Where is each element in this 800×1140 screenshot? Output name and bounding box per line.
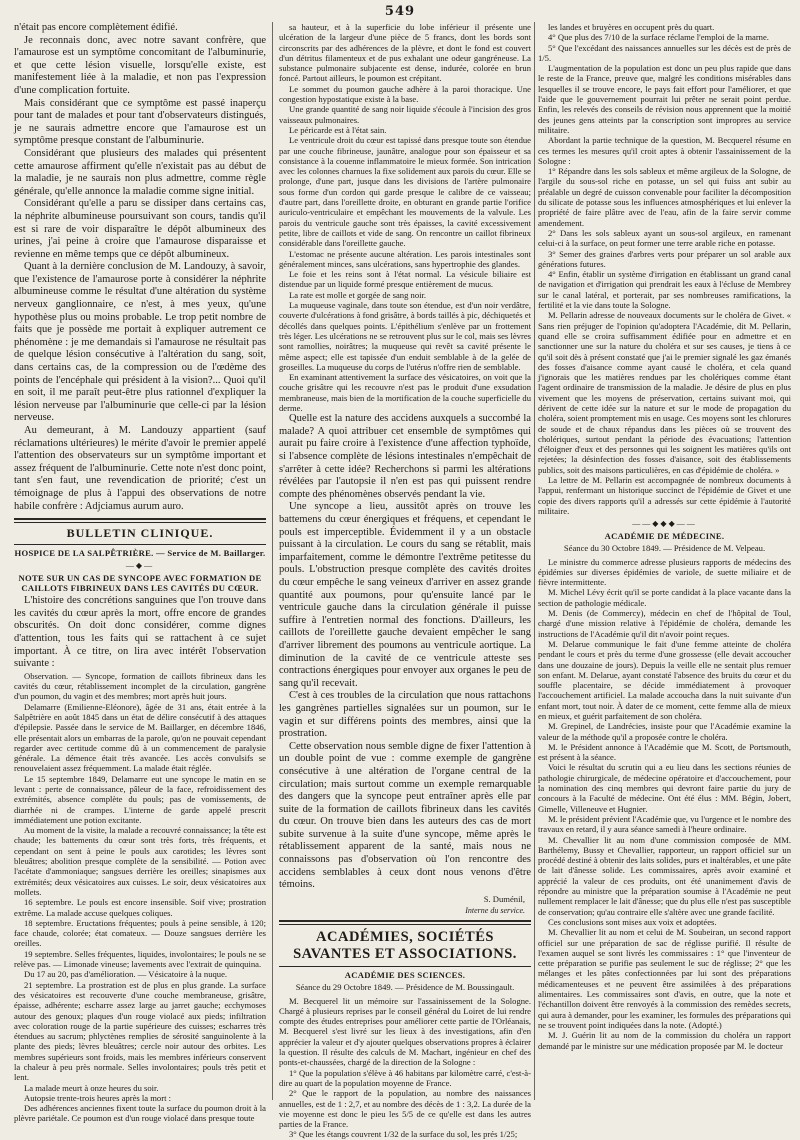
paragraph: n'était pas encore complètement édifié. <box>14 22 178 33</box>
ornament-divider: —◆— <box>125 561 155 571</box>
observation-item: Au moment de la visite, la malade a recouvré connaissance; la tête est chaude; les battements du cœur sont très forts, très fréquents, et cependant on sent à peine le pouls aux carotides; les lèvres sont bleuâtres; abolition presque complète de la sensibilité. — Potion avec l'acétate d'ammoniaque; sangsues derrière les oreilles; sinapismes aux extrémités; deux vésicatoires aux cuisses. Le soir, deux vésicatoires aux mollets. <box>14 825 266 897</box>
discussion-paragraph: Cette observation nous semble digne de fixer l'attention à un double point de vue : comme exemple de gangrène consécutive à une altération de l'organe central de la circulation; mais surtout comme un exemple remarquable des dangers que la syncope peut entraîner après elle par suite de la formation de caillots fibrineux dans les cavités du cœur. On trouve bien dans les auteurs des cas de mort subite survenue à la suite d'une syncope, même après le rétablissement apparent de la santé, mais nous ne connaissons pas d'observation où l'on rencontre des accidens semblables à ceux dont nous venons d'être témoins. <box>279 740 531 891</box>
autopsy-paragraph: En examinant attentivement la surface des vésicatoires, on voit que la couche grisâtre qui les recouvre n'est pas le produit d'une exsudation membraneuse, mais bien de la mortification de la couche superficielle du derme. <box>279 372 531 413</box>
autopsy-paragraph: Le foie et les reins sont à l'état normal. La vésicule biliaire est distendue par un liquide formé presque entièrement de mucus. <box>279 269 531 290</box>
observation-item: 16 septembre. Le pouls est encore insensible. Soif vive; prostration extrême. La malade accuse quelques coliques. <box>14 897 266 918</box>
author-signature: S. Duménil, <box>483 893 525 904</box>
discussion-paragraph: C'est à ces troubles de la circulation que nous rattachons les gangrènes partielles signalées sur un poumon, sur le vagin et sur différens points des membres, ainsi que la prostration. <box>279 690 531 740</box>
discussion-paragraph: Quelle est la nature des accidens auxquels a succombé la malade? A quoi attribuer cet ensemble de symptômes qui aurait pu faire croire à l'existence d'une affection typhoïde, si l'absence complète de lésions intestinales n'empêchait de s'arrêter à cette idée? Recherchons si parmi les altérations révélées par l'autopsie il n'en est pas qui puissent rendre compte des phénomènes observés pendant la vie. <box>279 413 531 500</box>
autopsy-paragraph: La rate est molle et gorgée de sang noir. <box>289 289 427 300</box>
autopsy-paragraph: Une grande quantité de sang noir liquide s'écoule à l'incision des gros vaisseaux pulmonaires. <box>279 104 531 125</box>
ornament-divider: ——◆◆◆—— <box>632 519 697 529</box>
paragraph: 1° Répandre dans les sols sableux et même argileux de la Sologne, de l'argile du sous-sol riche en potasse, un sel qui fuiss ant subir au préalable un degré de cuisson convenable pour faciliter la décomposition du silicate de potasse sous les influences atmosphériques et lui enlever la propriété de faire plâtre avec de l'eau, afin de la faire servir comme amendement. <box>538 166 791 228</box>
discussion-paragraph: Une syncope a lieu, aussitôt après on trouve les battemens du cœur énergiques et fréquens, et cependant le pouls est imperceptible. Évidemment il y a un obstacle puissant à la circulation. Le cours du sang se rétablit, mais imparfaitement, comme le démontre l'extrême petitesse du pouls. L'obstruction presque complète des cavités droites du cœur empêche le sang veineux d'arriver en assez grande quantité aux poumons, pour qu'ensuite lancé par le ventricule gauche dans la circulation générale il puisse suffire à l'entretien normal des fonctions. D'ailleurs, les caillots de l'oreillette gauche devaient empêcher le sang d'arriver librement des poumons au ventricule aortique. La diminution de la cavité de ce ventricule atteste ses contractions énergiques pour envoyer aux organes le peu de sang qu'il recevait. <box>279 501 531 689</box>
medecine-paragraph: M. le Président annonce à l'Académie que M. Scott, de Portsmouth, est présent à la séance. <box>538 741 791 763</box>
observation-item: Du 17 au 20, pas d'amélioration. — Vésicatoire à la nuque. <box>24 969 228 980</box>
paragraph: M. Pellarin adresse de nouveaux documents sur le choléra de Givet. « Sans rien préjuger de l'opinion qu'adoptera l'Académie, dit M. Pellarin, quand elle se croira suffisamment édifiée pour en admettre et en sanctionner une sur la nature du choléra et sur ses causes, je tiens à ce qu'il soit dès à présent constaté que j'ai le premier signalé les gaz émanés des fosses d'aisance comme ayant causé le choléra, et cela quand j'ignorais que les matières rendues par les cholériques comme étant l'agent ordinaire de transmission de la maladie. Je désire de plus en plus vivement que les moyens de préservation, certains suivant moi, qui dérivent de cette idée sur la nature et sur le mode de propagation du choléra, soient promptement mis en usage. Ces moyens sont les chlorures de soude et de chaux répandus dans les pièces où se trouvent des cholériques, surtout pendant la période des évacuations; l'attention d'éloigner d'eux et des personnes qui les soignent les matières qu'ils ont rejetées; la désinfection des fosses d'aisance, soit des établissements publics, soit des maisons particulières, en cas d'épidémie de choléra. » <box>538 310 791 475</box>
paragraph: 2° Dans les sols sableux ayant un sous-sol argileux, en ramenant celui-ci à la surface, on peut former une terre arable riche en potasse. <box>538 227 791 249</box>
autopsy-paragraph: Le sommet du poumon gauche adhère à la paroi thoracique. Une congestion hypostatique existe à la base. <box>279 83 531 105</box>
medecine-paragraph: M. Michel Lévy écrit qu'il se porte candidat à la place vacante dans la section de pathologie médicale. <box>538 587 791 608</box>
observation-item: Delamarre (Emilienne-Eléonore), âgée de 31 ans, était entrée à la Salpêtrière en août 1845 dans un état de délire consécutif à des attaques d'épilepsie. Passée dans le service de M. Baillarger, en décembre 1846, elle présentait alors un embarras de la parole, qu'on ne pouvait cependant regarder avec certitude comme dû à un commencement de paralysie générale. La démence était très avancée. Les accès convulsifs se renouvelaient assez fréquemment. La malade était réglée. <box>14 701 266 774</box>
observation-item: La malade meurt à onze heures du soir. <box>24 1082 159 1093</box>
page-number: 549 <box>384 4 416 19</box>
autopsy-paragraph: Le péricarde est à l'état sain. <box>289 124 387 135</box>
sciences-paragraph: 3° Que les étangs couvrent 1/32 de la surface du sol, les prés 1/25; <box>289 1129 518 1140</box>
paragraph: 4° Que plus des 7/10 de la surface réclame l'emploi de la marne. <box>548 32 769 43</box>
paragraph: 4° Enfin, établir un système d'irrigation en établissant un grand canal de navigation et d'irrigation qui prendrait les eaux à l'écluse de Membrey sur le canal latéral, et porterait, par ses nombreuses ramifications, la fertilité et la vie dans toute la Sologne. <box>538 269 791 311</box>
column-middle <box>279 22 531 1140</box>
medecine-paragraph: M. Chevallier lit au nom d'une commission composée de MM. Barthélemy, Bussy et Chevallier, rapporteur, un rapport officiel sur un procédé destiné à obtenir des laits solides, purs et inaltérables, et une pâte de lait d'ânesse solide. Les commissaires, après avoir examiné et apprécié la valeur de ces produits, ont été unanimement d'avis de répondre au ministre que la préparation soumise à l'Académie ne peut nullement remplacer le lait d'ânesse; que du plus elle n'est pas susceptible de conservation; qu'au contraire elle s'altère avec une grande facilité. <box>538 834 791 917</box>
bulletin-title: BULLETIN CLINIQUE. <box>66 526 214 541</box>
sciences-paragraph: M. Becquerel lit un mémoire sur l'assainissement de la Sologne. Chargé à plusieurs reprises par le conseil général du Loiret de lui rendre compte des études entreprises pour améliorer cette partie de l'Orléanais, M. Becquerel s'est livré sur les lieux à des investigations, afin d'en apprécier la valeur et d'y ajouter quelques observations propres à éclairer la question. Il résulte des calculs de M. Machart, ingénieur en chef des ponts-et-chaussées, chargé de la direction de la Sologne : <box>279 995 531 1068</box>
case-title: NOTE SUR UN CAS DE SYNCOPE AVEC FORMATION DE CAILLOTS FIBRINEUX DANS LES CAVITÉS DU CŒUR. <box>18 573 262 594</box>
section-rule <box>14 518 266 523</box>
observation-item: 19 septembre. Selles fréquentes, liquides, involontaires; le pouls ne se relève pas. — Limonade vineuse; lavements avec l'extrait de quinquina. <box>14 948 266 970</box>
column-divider <box>272 22 273 1100</box>
column-divider <box>534 22 535 1100</box>
column-left <box>14 22 266 1124</box>
medecine-paragraph: M. le président prévient l'Académie que, vu l'urgence et le nombre des travaux en retard, il y aura séance samedi à l'heure ordinaire. <box>538 813 791 835</box>
intro-paragraph: L'histoire des concrétions sanguines que l'on trouve dans les cavités du cœur après la mort, offre encore de grandes obscurités. On doit donc considérer, comme dignes d'attention, tous les faits qui se rattachent à ce sujet important. À ce titre, on lira avec intérêt l'observation suivante : <box>14 595 266 670</box>
medecine-paragraph: Le ministre du commerce adresse plusieurs rapports de médecins des épidémies sur diverses épidémies de variole, de suette miliaire et de fièvre intermittente. <box>538 556 791 588</box>
paragraph: Je reconnais donc, avec notre savant confrère, que l'amaurose est un symptôme concomitant de l'albuminurie, et que cette lésion visuelle, lorsqu'elle existe, est manifestement liée à la maladie, et non pas l'expression d'une complication fortuite. <box>14 34 266 96</box>
sciences-paragraph: 1° Que la population s'élève à 46 habitans par kilomètre carré, c'est-à-dire au quart de la population moyenne de France. <box>279 1067 531 1088</box>
medecine-paragraph: M. J. Guérin lit au nom de la commission du choléra un rapport demandé par le ministre sur une médication proposée par M. le docteur <box>538 1030 791 1051</box>
paragraph: 5° Que l'excédant des naissances annuelles sur les décès est de près de 1/5. <box>538 42 791 63</box>
hospital-heading: HOSPICE DE LA SALPÊTRIÈRE. — Service de M. Baillarger. <box>14 548 266 559</box>
observation-item: Le 15 septembre 1849, Delamarre eut une syncope le matin en se levant : perte de connaissance, pâleur de la face, refroidissement des extrémités, absence complète du pouls; pas de vomissements, de diarrhée ni de crampes. L'interne de garde appelé prescrit immédiatement une potion excitante. <box>14 773 266 825</box>
autopsy-paragraph: La muqueuse vaginale, dans toute son étendue, est d'un noir verdâtre, couverte d'ulcérations à fond grisâtre, à bords taillés à pic, déchiquetés et décollés dans quelques points. L'épithélium s'enlève par un frottement très léger. Les ulcérations ne se retrouvent plus sur le col, mais ses lèvres sont ramollies, noirâtres; la muqueuse qui revêt sa cavité présente le même aspect; elle est tapissée d'un enduit semblable à de la gelée de groseilles. La muqueuse du corps de l'utérus n'offre rien de semblable. <box>279 300 531 372</box>
autopsy-paragraph: L'estomac ne présente aucune altération. Les parois intestinales sont généralement minces, sans ulcérations, sans hypertrophie des glandes. <box>279 248 531 269</box>
sciences-paragraph: 2° Que le rapport de la population, au nombre des naissances annuelles, est de 1 : 2,7, et au nombre des décès de 1 : 3,2. La durée de la vie moyenne est donc le pieu les 5/5 de ce qu'elle est dans les autres parties de la France. <box>279 1088 531 1130</box>
paragraph: Abordant la partie technique de la question, M. Becquerel résume en ces termes les mesures qu'il croit aptes à obtenir l'assainissement de la Sologne : <box>538 135 791 166</box>
column-right <box>538 22 791 1102</box>
paragraph: Considérant que plusieurs des malades qui présentent cette amaurose affirment qu'elle n'existait pas au début de la maladie, je ne saurais non plus admettre, comme règle générale, qu'elle annonce la maladie comme signe initial. <box>14 147 266 197</box>
session-line: Séance du 29 Octobre 1849. — Présidence de M. Boussingault. <box>295 982 515 993</box>
medecine-paragraph: Ces conclusions sont mises aux voix et adoptées. <box>548 916 717 927</box>
paragraph: Considérant qu'elle a paru se dissiper dans certains cas, la néphrite albumineuse poursuivant son cours, tandis qu'il est si rare de voir disparaître le dépôt albumineux des urines, j'ai peine à croire que l'amaurose disparaisse et revienne en même temps que ce dépôt albumineux. <box>14 198 266 260</box>
paragraph: Quant à la dernière conclusion de M. Landouzy, à savoir, que l'existence de l'amaurose porte à considérer la néphrite albumineuse comme le résultat d'une altération du système nerveux ganglionnaire, ce n'est, à mes yeux, qu'une hypothèse plus ou moins probable. Le trop petit nombre de faits que je possède me portait à expliquer autrement ce phénomène : je me demandais si l'amaurose ne résultait pas de quelque lésion consécutive à l'altération du sang, soit, dans certains cas, de la compression ou de l'œdème des points de l'encéphale qui président à la vision?... Quoi qu'il en soit, il me paraît peut-être plus rationnel d'expliquer la lésion nerveuse par l'albuminurie que celle-ci par la lésion nerveuse. <box>14 261 266 424</box>
paragraph: Au demeurant, à M. Landouzy appartient (sauf réclamations ultérieures) le mérite d'avoir le premier appelé l'attention des observateurs sur un symptôme important et assez fréquent de l'albuminurie. Cette note n'est donc point, tant s'en faut, une revendication de priorité; c'est un témoignage de plus à l'appui des observations de notre habile confrère : Adjciamus aurum auro. <box>14 425 266 512</box>
paragraph: les landes et bruyères en occupent près du quart. <box>548 22 715 32</box>
medecine-paragraph: M. Chevallier lit au nom et celui de M. Soubeiran, un second rapport officiel sur une préparation de sac de réglisse purifié. Il résulte de l'examen auquel se sont livrés les commissaires : 1° que l'inventeur de cette préparation se purifie pas seulement le suc de réglisse; 2° que les mélanges et les pâtes confectionnées par lui sont des préparations médicamenteuses et ne peuvent être assimilées à des préparations alimentaires. Les commissaires sont d'avis, en outre, que la note et l'échantillon doivent être renvoyés à la commission des remèdes secrets, qui aura à demander, pour les examiner, les formules des préparations qui ne se trouvent point indiquées dans la note. (Adopté.) <box>538 927 791 1030</box>
medecine-paragraph: M. Delarue communique le fait d'une femme atteinte de choléra pendant le cours et près du terme d'une grossesse (elle devait accoucher dans une douzaine de jours). Depuis la veille elle ne sentait plus remuer son enfant. M. Delarue, ayant constaté l'absence des bruits du cœur et du souffle placentaire, se décide immédiatement à provoquer l'accouchement artificiel. La malade accoucha dans la nuit suivante d'un enfant mort, tout noir. À dater de ce moment, cette femme alla de mieux en mieux, et guérit parfaitement de son choléra. <box>538 638 791 721</box>
academies-title: ACADÉMIES, SOCIÉTÉS SAVANTES ET ASSOCIATIONS. <box>293 929 517 963</box>
divider <box>279 966 531 967</box>
paragraph: Mais considérant que ce symptôme est passé inaperçu pour tant de malades et pour tant d'observateurs distingués, je ne saurais admettre encore que l'amaurose est un symptôme presque constant de l'albuminurie. <box>14 97 266 147</box>
autopsy-paragraph: sa hauteur, et à la superficie du lobe inférieur il présente une ulcération de la largeur d'une pièce de 5 francs, dont les bords sont circonscrits par des adhérences de la plèvre, et dont le fond est couvert d'un détritus filamenteux et de pus exhalant une odeur gangréneuse. La substance pulmonaire subjacente est dense, indurée, colorée en brun foncé. Partout ailleurs, le poumon est crépitant. <box>279 22 531 84</box>
observation-item: 18 septembre. Eructations fréquentes; pouls à peine sensible, à 120; face chaude, colorée; état comateux. — Douze sangsues derrière les oreilles. <box>14 917 266 949</box>
section-rule <box>279 920 531 925</box>
paragraph: L'augmentation de la population est donc un peu plus rapide que dans le reste de la France, preuve que, malgré les conditions misérables dans lesquelles il se trouve encore, le pays fait effort pour l'améliorer, et que l'aide que le gouvernement pourrait lui prêter ne serait point perdue. Enfin, les relevés des conseils de révision nous apprennent que la moitié des jeunes gens atteints par la conscription sont impropres au service militaire. <box>538 63 791 135</box>
observation-item: Observation. — Syncope, formation de caillots fibrineux dans les cavités du cœur, rétablissement incomplet de la circulation, gangrène d'un poumon, du vagin et des membres; mort après huit jours. <box>14 670 266 702</box>
observation-item: Autopsie trente-trois heures après la mort : <box>24 1092 172 1103</box>
paragraph: La lettre de M. Pellarin est accompagnée de nombreux documents à l'appui, renfermant un historique succinct de l'épidémie de Givet et une copie des divers rapports qu'il a adressés sur cette épidémie à l'autorité militaire. <box>538 475 791 516</box>
observation-item: Des adhérences anciennes fixent toute la surface du poumon droit à la plèvre pariétale. Ce poumon est d'un rouge violacé dans presque toute <box>14 1103 266 1124</box>
divider <box>14 544 266 545</box>
academy-medecine-title: ACADÉMIE DE MÉDECINE. <box>604 531 725 542</box>
medecine-paragraph: M. Grepinel, de Landrécies, insiste pour que l'Académie examine la valeur de la méthode qu'il a proposée contre le choléra. <box>538 721 791 742</box>
medecine-paragraph: M. Denis (de Commercy), médecin en chef de l'hôpital de Toul, chargé d'une mission relative à l'épidémie de choléra, demande les instructions de l'Académie qu'il dit n'avoir point reçues. <box>538 608 791 639</box>
medecine-paragraph: Voici le résultat du scrutin qui a eu lieu dans les sections réunies de pathologie chirurgicale, de médecine opératoire et d'accouchement, pour la nomination des cinq membres qui devront faire partie du jury de concours à la Faculté de médecine. Ont été élus : MM. Bégin, Jobert, Gimelle, Villeneuve et Hugnier. <box>538 762 791 814</box>
author-role: Interne du service. <box>465 906 525 916</box>
session-line: Séance du 30 Octobre 1849. — Présidence de M. Velpeau. <box>563 543 766 554</box>
observation-item: 21 septembre. La prostration est de plus en plus grande. La surface des vésicatoires est recouverte d'une couche membraneuse, grisâtre, épaisse, adhérente; escharre assez large au jarret gauche; ecchymoses autour des genoux; plaques d'un rouge violacé aux pieds; infiltration avec coloration rouge de la partie supérieure des cuisses; escharres très étendues au sacrum; phlyctènes remplies de sérosité sanguinolente à la plante des pieds; lèvres bleuâtres; cercle noir autour des orbites. Les membres supérieurs sont froids, mais les membres inférieurs conservent la chaleur à peu près normale. Selles involontaires; pouls très petit et lent. <box>14 979 266 1083</box>
autopsy-paragraph: Le ventricule droit du cœur est tapissé dans presque toute son étendue par une couche fibrineuse, jaunâtre, analogue pour son épaisseur et sa consistance à la couenne inflammatoire le mieux formée. Son intrication avec les colonnes charnues la fixe solidement aux parois du cœur. Elle se prolonge, d'une part, jusque dans les divisions de l'artère pulmonaire sous forme d'un cordon qui garde presque le calibre de ce vaisseau; d'autre part, dans l'oreillette droite, en obturant en grande partie l'orifice auriculo-ventriculaire et empêchant les mouvements de la valvule. Les parois du ventricule gauche sont très épaisses, la cavité excessivement petite, libre de caillots et vide de sang. On rencontre un caillot fibrineux considérable dans l'oreillette gauche. <box>279 135 531 249</box>
academy-sciences-title: ACADÉMIE DES SCIENCES. <box>344 970 466 981</box>
paragraph: 3° Semer des graines d'arbres verts pour préparer un sol arable aux générations futures. <box>538 248 791 269</box>
